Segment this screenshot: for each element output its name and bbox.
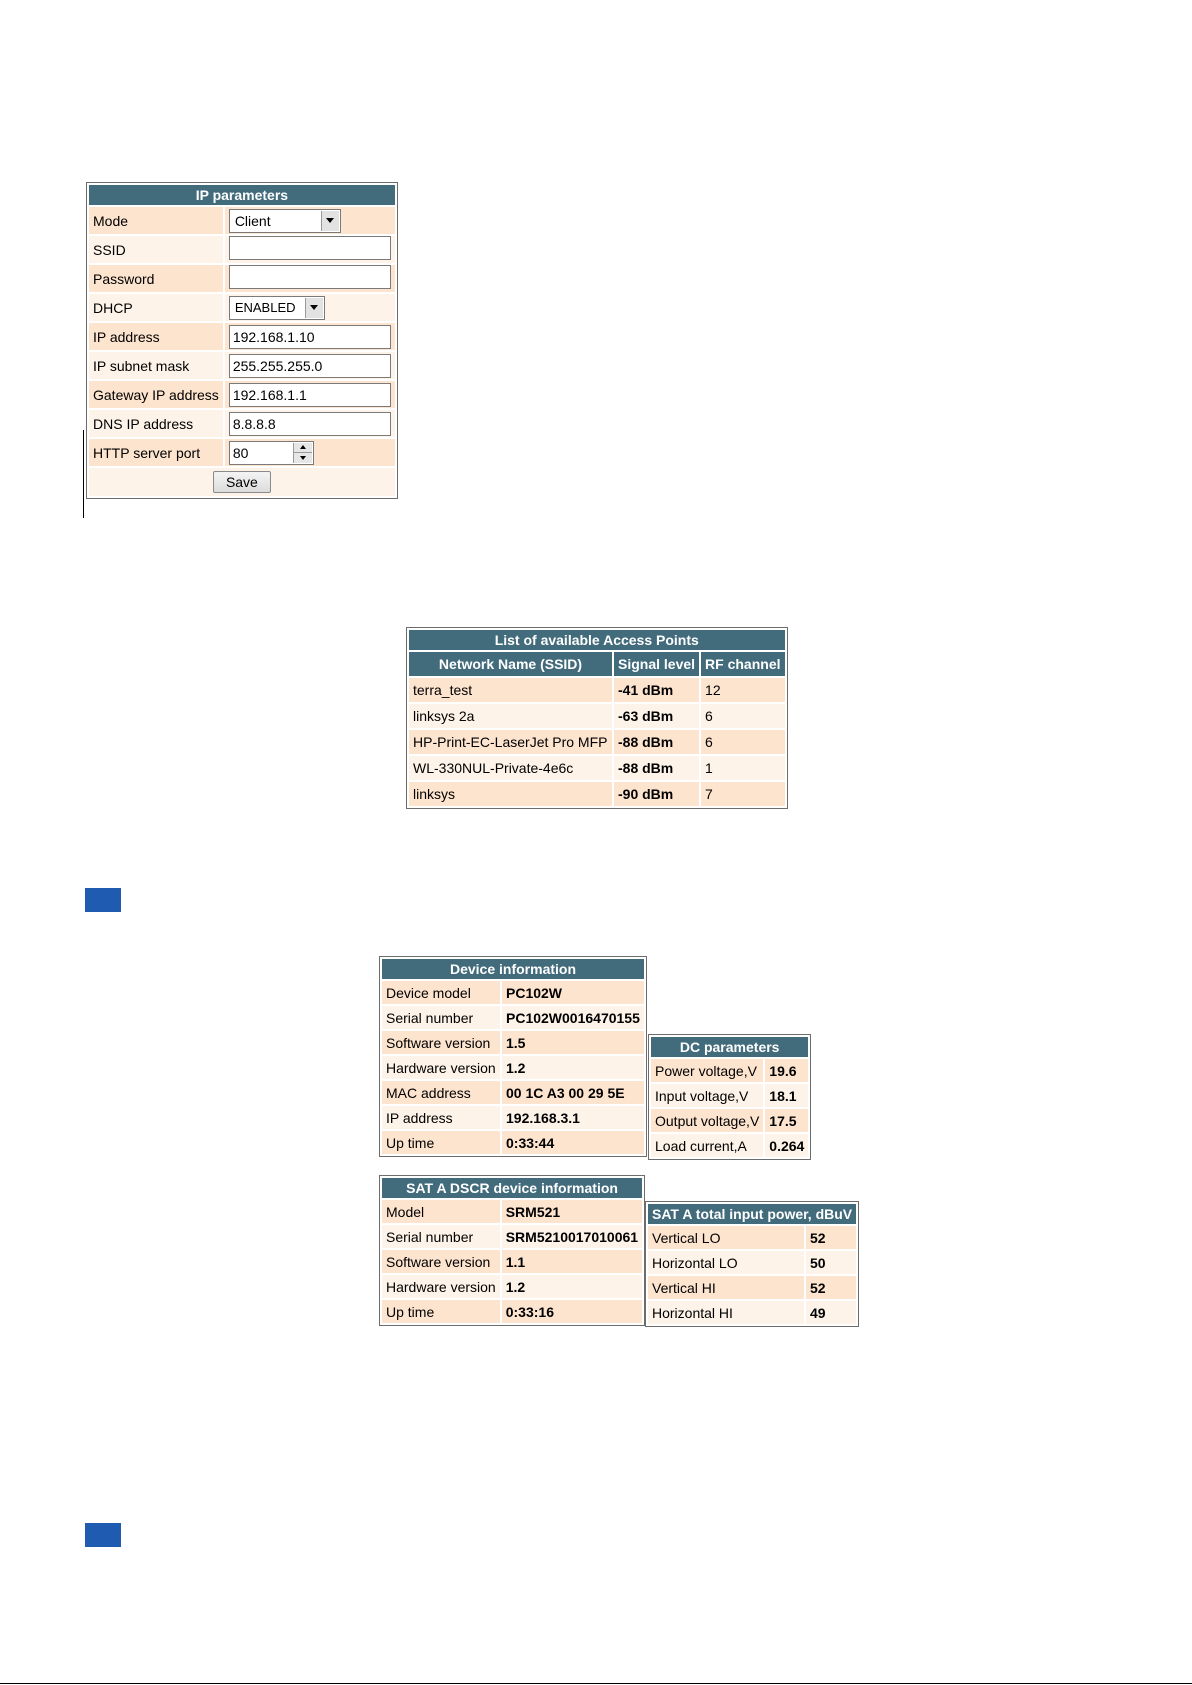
save-button[interactable]: Save <box>213 471 271 493</box>
info-value: 0:33:16 <box>502 1300 642 1323</box>
subnet-mask-label: IP subnet mask <box>89 352 223 379</box>
info-value: SRM5210017010061 <box>502 1225 642 1248</box>
ip-row-dns <box>89 410 395 437</box>
info-row <box>382 1081 644 1104</box>
ip-row-ip-address <box>89 323 395 350</box>
info-row <box>382 1275 642 1298</box>
dns-label: DNS IP address <box>89 410 223 437</box>
info-row <box>382 981 644 1004</box>
ap-signal: -88 dBm <box>614 730 699 754</box>
table-row[interactable] <box>409 782 785 806</box>
info-key: Hardware version <box>382 1275 500 1298</box>
ap-channel: 6 <box>701 730 784 754</box>
info-value: 1.2 <box>502 1056 644 1079</box>
ap-signal: -63 dBm <box>614 704 699 728</box>
table-row[interactable] <box>409 704 785 728</box>
column-header-ssid[interactable]: Network Name (SSID) <box>409 652 612 676</box>
info-value: 19.6 <box>765 1059 808 1082</box>
ip-row-gateway <box>89 381 395 408</box>
ap-channel: 6 <box>701 704 784 728</box>
info-value: 1.1 <box>502 1250 642 1273</box>
section-marker <box>85 1523 121 1547</box>
info-key: Software version <box>382 1031 500 1054</box>
mode-select[interactable] <box>229 209 341 233</box>
ap-signal: -41 dBm <box>614 678 699 702</box>
info-row <box>651 1084 808 1107</box>
ip-address-label: IP address <box>89 323 223 350</box>
spin-down-icon[interactable] <box>294 452 312 463</box>
ap-channel: 1 <box>701 756 784 780</box>
table-row[interactable] <box>409 678 785 702</box>
info-row <box>382 1106 644 1129</box>
http-port-value: 80 <box>232 444 249 461</box>
ssid-input[interactable] <box>229 236 391 260</box>
table-row[interactable] <box>409 730 785 754</box>
ap-ssid: linksys 2a <box>409 704 612 728</box>
chevron-down-icon[interactable] <box>321 211 339 231</box>
sat-input-power-panel <box>645 1201 859 1327</box>
info-value: 17.5 <box>765 1109 808 1132</box>
section-marker <box>85 888 121 912</box>
info-row <box>648 1301 856 1324</box>
info-value: 52 <box>806 1226 856 1249</box>
device-information-panel <box>379 956 647 1157</box>
ap-ssid: linksys <box>409 782 612 806</box>
info-key: Device model <box>382 981 500 1004</box>
info-key: IP address <box>382 1106 500 1129</box>
ip-address-input[interactable]: 192.168.1.10 <box>229 325 391 349</box>
sat-input-power-title: SAT A total input power, dBuV <box>648 1204 856 1224</box>
info-value: 18.1 <box>765 1084 808 1107</box>
info-key: Up time <box>382 1131 500 1154</box>
info-value: PC102W <box>502 981 644 1004</box>
info-row <box>382 1250 642 1273</box>
column-header-channel[interactable]: RF channel <box>701 652 784 676</box>
info-value: 0.264 <box>765 1134 808 1157</box>
mode-label: Mode <box>89 207 223 234</box>
ap-ssid: terra_test <box>409 678 612 702</box>
ip-row-http-port <box>89 439 395 466</box>
gateway-input[interactable]: 192.168.1.1 <box>229 383 391 407</box>
info-row <box>648 1226 856 1249</box>
spin-up-icon[interactable] <box>294 443 312 453</box>
info-key: MAC address <box>382 1081 500 1104</box>
info-row <box>651 1134 808 1157</box>
page-bottom-border <box>0 1683 1192 1684</box>
info-key: Model <box>382 1200 500 1223</box>
info-value: 00 1C A3 00 29 5E <box>502 1081 644 1104</box>
dc-parameters-panel <box>648 1034 811 1160</box>
ap-channel: 12 <box>701 678 784 702</box>
ap-ssid: HP-Print-EC-LaserJet Pro MFP <box>409 730 612 754</box>
page-margin-line <box>83 430 84 518</box>
ip-row-dhcp <box>89 294 395 321</box>
info-row <box>382 1200 642 1223</box>
gateway-label: Gateway IP address <box>89 381 223 408</box>
info-row <box>651 1059 808 1082</box>
access-points-panel <box>406 627 788 809</box>
info-value: 1.5 <box>502 1031 644 1054</box>
info-row <box>648 1276 856 1299</box>
info-value: PC102W0016470155 <box>502 1006 644 1029</box>
password-input[interactable] <box>229 265 391 289</box>
dhcp-select-value: ENABLED <box>234 300 296 315</box>
info-key: Serial number <box>382 1225 500 1248</box>
info-key: Up time <box>382 1300 500 1323</box>
ap-signal: -90 dBm <box>614 782 699 806</box>
sat-device-information-title: SAT A DSCR device information <box>382 1178 642 1198</box>
info-value: 49 <box>806 1301 856 1324</box>
column-header-signal[interactable]: Signal level <box>614 652 699 676</box>
ip-parameters-title: IP parameters <box>89 185 395 205</box>
dns-input[interactable]: 8.8.8.8 <box>229 412 391 436</box>
info-row <box>651 1109 808 1132</box>
ip-row-mode <box>89 207 395 234</box>
info-value: 52 <box>806 1276 856 1299</box>
http-port-label: HTTP server port <box>89 439 223 466</box>
info-row <box>382 1006 644 1029</box>
device-information-title: Device information <box>382 959 644 979</box>
http-port-stepper[interactable] <box>229 441 314 465</box>
info-key: Horizontal HI <box>648 1301 804 1324</box>
info-key: Load current,A <box>651 1134 763 1157</box>
info-key: Vertical LO <box>648 1226 804 1249</box>
ssid-label: SSID <box>89 236 223 263</box>
table-row[interactable] <box>409 756 785 780</box>
info-row <box>382 1225 642 1248</box>
subnet-mask-input[interactable]: 255.255.255.0 <box>229 354 391 378</box>
info-key: Power voltage,V <box>651 1059 763 1082</box>
dhcp-label: DHCP <box>89 294 223 321</box>
info-row <box>648 1251 856 1274</box>
info-value: 0:33:44 <box>502 1131 644 1154</box>
info-row <box>382 1300 642 1323</box>
ip-parameters-panel <box>86 182 398 499</box>
ip-row-password <box>89 265 395 292</box>
ip-row-subnet <box>89 352 395 379</box>
info-key: Vertical HI <box>648 1276 804 1299</box>
info-value: 192.168.3.1 <box>502 1106 644 1129</box>
info-row <box>382 1056 644 1079</box>
mode-select-value: Client <box>234 212 271 229</box>
password-label: Password <box>89 265 223 292</box>
info-value: 50 <box>806 1251 856 1274</box>
dc-parameters-title: DC parameters <box>651 1037 808 1057</box>
dhcp-select[interactable] <box>229 296 325 320</box>
chevron-down-icon[interactable] <box>305 298 323 318</box>
info-value: SRM521 <box>502 1200 642 1223</box>
info-row <box>382 1131 644 1154</box>
info-key: Hardware version <box>382 1056 500 1079</box>
access-points-title: List of available Access Points <box>409 630 785 650</box>
sat-device-information-panel <box>379 1175 645 1326</box>
ap-signal: -88 dBm <box>614 756 699 780</box>
ip-row-ssid <box>89 236 395 263</box>
info-key: Input voltage,V <box>651 1084 763 1107</box>
info-key: Output voltage,V <box>651 1109 763 1132</box>
info-key: Horizontal LO <box>648 1251 804 1274</box>
ap-ssid: WL-330NUL-Private-4e6c <box>409 756 612 780</box>
info-key: Software version <box>382 1250 500 1273</box>
info-key: Serial number <box>382 1006 500 1029</box>
info-row <box>382 1031 644 1054</box>
ap-channel: 7 <box>701 782 784 806</box>
info-value: 1.2 <box>502 1275 642 1298</box>
ip-row-save <box>89 468 395 496</box>
